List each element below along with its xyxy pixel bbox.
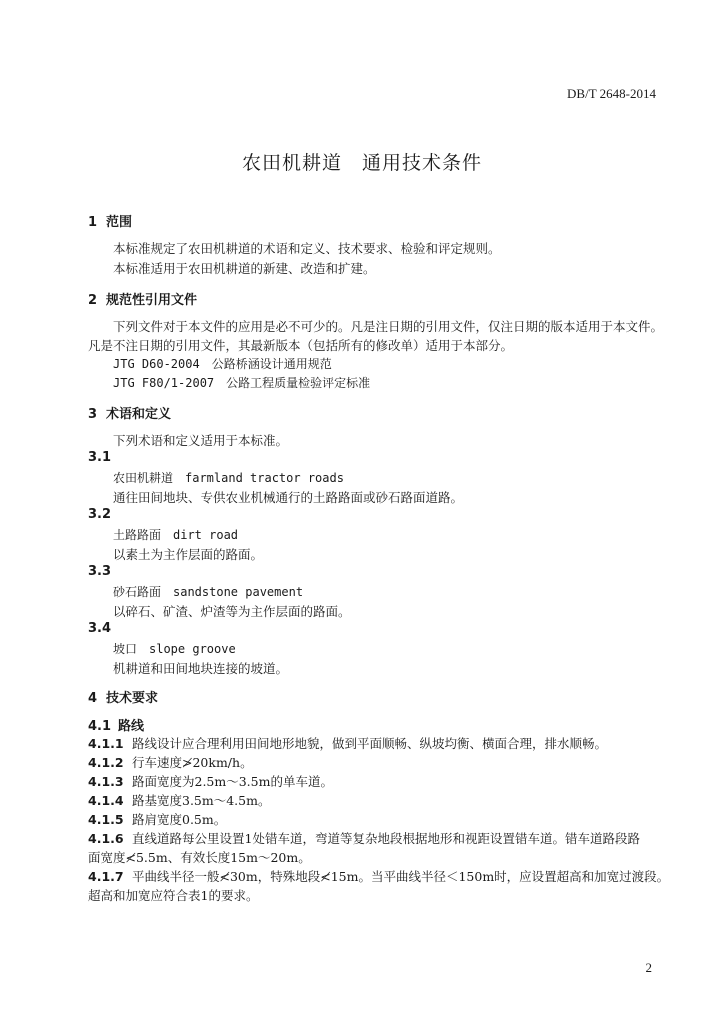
clause-text: 路面宽度为2.5m～3.5m的单车道。 — [132, 774, 333, 789]
subsection-title: 路线 — [118, 719, 145, 734]
page-number: 2 — [645, 960, 652, 975]
clause-continuation: 面宽度≮5.5m、有效长度15m～20m。 — [88, 850, 311, 865]
paragraph: 下列术语和定义适用于本标准。 — [113, 433, 289, 448]
reference-item: JTG D60-2004 公路桥涵设计通用规范 — [113, 357, 332, 371]
clause — [88, 772, 333, 790]
term-number: 3.2 — [88, 507, 112, 522]
clause — [88, 867, 669, 885]
clause-number: 4.1.4 — [88, 793, 124, 808]
standard-number: DB/T 2648-2014 — [567, 86, 656, 101]
section-title: 技术要求 — [106, 691, 159, 706]
section-title: 范围 — [106, 215, 133, 230]
section-4-heading — [88, 687, 158, 706]
term-number: 3.1 — [88, 450, 112, 465]
clause-number: 4.1.3 — [88, 774, 124, 789]
clause-text: 路基宽度3.5m～4.5m。 — [132, 793, 271, 808]
clause — [88, 734, 607, 752]
section-number: 3 — [88, 407, 98, 422]
section-number: 1 — [88, 215, 98, 230]
clause — [88, 753, 253, 771]
section-3-heading — [88, 403, 171, 422]
clause-number: 4.1.6 — [88, 831, 124, 846]
clause-number: 4.1.2 — [88, 755, 124, 770]
section-number: 4 — [88, 691, 98, 706]
term-definition: 以碎石、矿渣、炉渣等为主作层面的路面。 — [113, 604, 351, 619]
clause — [88, 829, 640, 847]
term-name: 农田机耕道 farmland tractor roads — [113, 471, 344, 485]
term-definition: 机耕道和田间地块连接的坡道。 — [113, 661, 289, 676]
clause-continuation: 超高和加宽应符合表1的要求。 — [88, 888, 259, 903]
term-definition: 通往田间地块、专供农业机械通行的土路路面或砂石路面道路。 — [113, 490, 464, 505]
reference-item: JTG F80/1-2007 公路工程质量检验评定标准 — [113, 376, 371, 390]
paragraph-continuation: 凡是不注日期的引用文件，其最新版本（包括所有的修改单）适用于本部分。 — [88, 338, 514, 353]
clause — [88, 810, 226, 828]
clause-text: 直线道路每公里设置1处错车道，弯道等复杂地段根据地形和视距设置错车道。错车道路段路 — [132, 831, 640, 846]
subsection-heading — [88, 715, 144, 734]
term-name: 坡口 slope groove — [113, 642, 236, 656]
clause-number: 4.1.5 — [88, 812, 124, 827]
subsection-number: 4.1 — [88, 719, 112, 734]
paragraph: 本标准规定了农田机耕道的术语和定义、技术要求、检验和评定规则。 — [113, 241, 501, 256]
term-name: 砂石路面 sandstone pavement — [113, 585, 304, 599]
section-number: 2 — [88, 293, 98, 308]
section-title: 术语和定义 — [106, 407, 172, 422]
clause — [88, 791, 270, 809]
section-1-heading — [88, 211, 132, 230]
paragraph: 本标准适用于农田机耕道的新建、改造和扩建。 — [113, 261, 376, 276]
document-title: 农田机耕道 通用技术条件 — [241, 152, 482, 174]
clause-text: 路线设计应合理利用田间地形地貌，做到平面顺畅、纵坡均衡、横面合理，排水顺畅。 — [132, 736, 608, 751]
clause-text: 路肩宽度0.5m。 — [132, 812, 227, 827]
section-2-heading — [88, 289, 197, 308]
clause-number: 4.1.7 — [88, 869, 124, 884]
clause-text: 行车速度≯20km/h。 — [132, 755, 253, 770]
term-name: 土路路面 dirt road — [113, 528, 239, 542]
clause-number: 4.1.1 — [88, 736, 124, 751]
section-title: 规范性引用文件 — [106, 293, 198, 308]
paragraph: 下列文件对于本文件的应用是必不可少的。凡是注日期的引用文件，仅注日期的版本适用于本文件。 — [113, 319, 664, 334]
term-definition: 以素土为主作层面的路面。 — [113, 547, 264, 562]
clause-text: 平曲线半径一般≮30m，特殊地段≮15m。当平曲线半径＜150m时，应设置超高和加宽过渡段。 — [132, 869, 670, 884]
term-number: 3.3 — [88, 564, 112, 579]
term-number: 3.4 — [88, 621, 112, 636]
